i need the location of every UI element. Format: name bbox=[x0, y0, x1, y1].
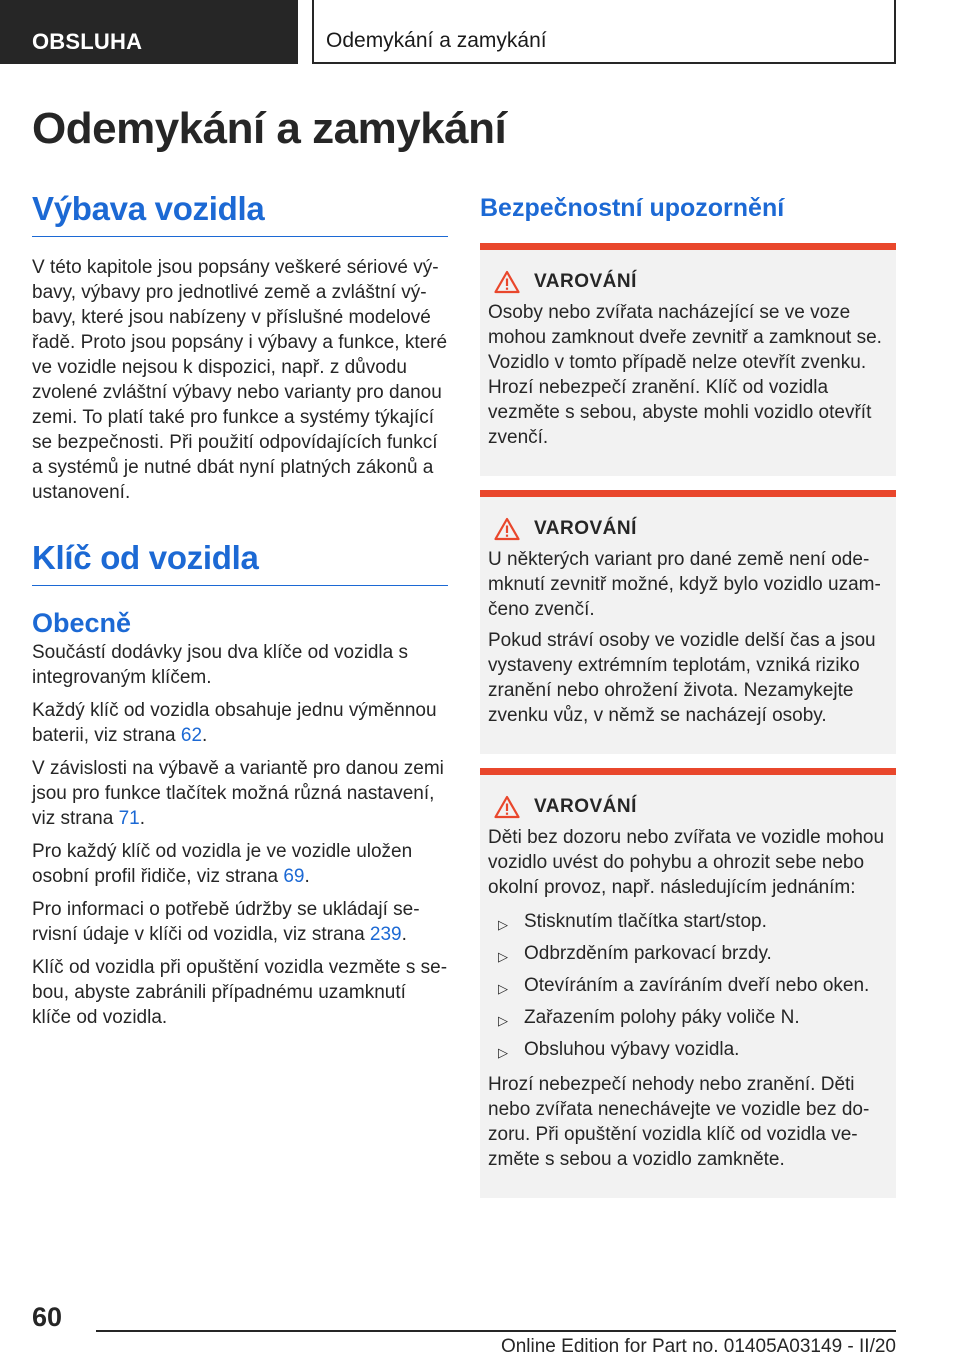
warning-2-text-1: U některých variant pro dané země není odemknutí zevnitř možné, když bylo vozidlo uzamčeno zvenčí. bbox=[488, 549, 881, 620]
left-column bbox=[32, 190, 448, 1030]
page-link-69[interactable]: 69 bbox=[283, 866, 305, 887]
warning-label: VAROVÁNÍ bbox=[534, 518, 637, 539]
list-item: ▷ Zařazením polohy páky voliče N. bbox=[488, 1002, 888, 1034]
paragraph-dodavka: Součástí dodávky jsou dva klíče od vozidla s integrovaným klíčem. bbox=[32, 642, 408, 688]
triangle-bullet-icon: ▷ bbox=[498, 949, 508, 964]
warning-header bbox=[488, 517, 888, 541]
vybava-paragraph: V této kapitole jsou popsány veškeré sériové výbavy, výbavy pro jednotlivé země a zvláštní výbavy, které jsou nabízeny v příslušné modelové řadě. Proto jsou popsány i výbavy a funkce, které ve vozidle nejsou k dispozici, např. z důvodu zvolené zvláštní výbavy nebo varianty pro danou zemi. To platí také pro funkce a systémy týkající se bezpečnosti. Při použití odpovídajících funkcí a systémů je nutné dbát nyní platných zákonů a ustanovení. bbox=[32, 257, 448, 503]
paragraph-profil: Pro každý klíč od vozidla je ve vozidle uložen osobní profil řidiče, viz strana 69. bbox=[32, 841, 413, 887]
footer-edition: Online Edition for Part no. 01405A03149 - II/20 bbox=[500, 1336, 896, 1357]
page-link-62[interactable]: 62 bbox=[180, 725, 203, 746]
warning-1-text: Osoby nebo zvířata nacházející se ve voze mohou zamknout dveře zevnitř a zamknout se. Vozidlo v tomto případě nelze otevřít zvenku. Hrozí nebezpečí zranění. Klíč od vozidla vezměte s sebou, abyste mohli vozidlo otevřít zvenčí. bbox=[488, 302, 882, 448]
warning-header bbox=[488, 795, 888, 819]
heading-vybava-vozidla: Výbava vozidla bbox=[32, 190, 448, 237]
triangle-bullet-icon: ▷ bbox=[498, 1013, 508, 1028]
warning-3-step-list bbox=[488, 906, 888, 1066]
triangle-bullet-icon: ▷ bbox=[498, 917, 508, 932]
paragraph-opusteni: Klíč od vozidla při opuštění vozidla vezměte s sebou, abyste zabránili případnému uzamknutí klíče od vozidla. bbox=[32, 957, 448, 1028]
heading-obecne: Obecně bbox=[32, 608, 132, 638]
paragraph-servis: Pro informaci o potřebě údržby se ukládají servisní údaje v klíči od vozidla, viz strana 239. bbox=[32, 899, 420, 945]
page-link-239[interactable]: 239 bbox=[369, 924, 402, 945]
page-link-71[interactable]: 71 bbox=[118, 808, 140, 829]
paragraph-baterie: Každý klíč od vozidla obsahuje jednu výměnnou baterii, viz strana 62. bbox=[32, 700, 437, 746]
warning-box-2 bbox=[480, 490, 896, 754]
header-section-label: OBSLUHA bbox=[32, 29, 143, 54]
warning-triangle-icon bbox=[494, 517, 520, 541]
header-chapter-label: Odemykání a zamykání bbox=[326, 29, 547, 52]
warning-header bbox=[488, 270, 888, 294]
header-chapter-tab bbox=[312, 0, 896, 64]
paragraph-nastaveni: V závislosti na výbavě a variantě pro danou zemi jsou pro funkce tlačítek možná různá nastavení, viz strana 71. bbox=[32, 758, 444, 829]
right-column bbox=[480, 190, 896, 1198]
warning-label: VAROVÁNÍ bbox=[534, 271, 637, 292]
heading-bezpecnostni-upozorneni: Bezpečnostní upozornění bbox=[480, 194, 785, 222]
list-item: ▷ Stisknutím tlačítka start/stop. bbox=[488, 906, 888, 938]
triangle-bullet-icon: ▷ bbox=[498, 1045, 508, 1060]
warning-3-text-1: Děti bez dozoru nebo zvířata ve vozidle mohou vozidlo uvést do pohybu a ohrozit sebe nebo okolní provoz, např. následujícím jednáním: bbox=[488, 827, 885, 898]
footer-divider bbox=[96, 1330, 896, 1332]
heading-klic-od-vozidla: Klíč od vozidla bbox=[32, 539, 448, 586]
triangle-bullet-icon: ▷ bbox=[498, 981, 508, 996]
warning-box-3 bbox=[480, 768, 896, 1198]
header-section-tab bbox=[0, 0, 298, 64]
warning-3-text-2: Hrozí nebezpečí nehody nebo zranění. Děti nebo zvířata nenechávejte ve vozidle bez dozoru. Při opuštění vozidla klíč od vozidla vezměte s sebou a vozidlo zamkněte. bbox=[488, 1074, 870, 1170]
list-item: ▷ Obsluhou výbavy vozidla. bbox=[488, 1034, 888, 1066]
warning-box-1 bbox=[480, 243, 896, 476]
list-item: ▷ Otevíráním a zavíráním dveří nebo oken. bbox=[488, 970, 888, 1002]
warning-triangle-icon bbox=[494, 795, 520, 819]
page-title: Odemykání a zamykání bbox=[32, 104, 507, 153]
warning-label: VAROVÁNÍ bbox=[534, 796, 637, 817]
warning-2-text-2: Pokud stráví osoby ve vozidle delší čas a jsou vystaveny extrémním teplotám, vzniká riziko zranění nebo ohrožení života. Nezamykejte zvenku vůz, v němž se nacházejí osoby. bbox=[488, 630, 876, 726]
page-number: 60 bbox=[32, 1302, 63, 1332]
warning-triangle-icon bbox=[494, 270, 520, 294]
list-item: ▷ Odbrzděním parkovací brzdy. bbox=[488, 938, 888, 970]
